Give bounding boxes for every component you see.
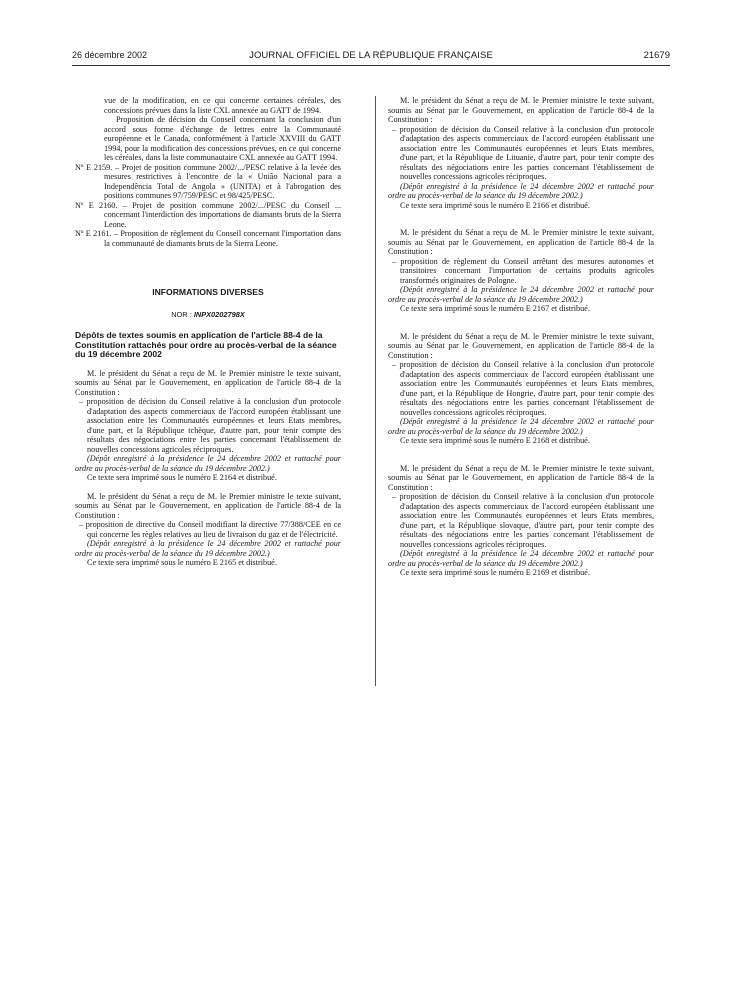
deposit-block (388, 332, 654, 446)
block-intro: M. le président du Sénat a reçu de M. le Premier ministre le texte suivant, soumis au Sénat par le Gouvernement, en application de l'article 88-4 de la Constitution : (75, 368, 341, 397)
left-column (75, 96, 341, 568)
right-column (388, 96, 654, 578)
header-page-number: 21679 (643, 50, 670, 61)
block-intro: M. le président du Sénat a reçu de M. le Premier ministre le texte suivant, soumis au Sénat par le Gouvernement, en application de l'article 88-4 de la Constitution : (75, 491, 341, 520)
header-date: 26 décembre 2002 (72, 50, 148, 60)
block-print: Ce texte sera imprimé sous le numéro E 2168 et distribué. (400, 436, 590, 445)
block-depot: (Dépôt enregistré à la présidence le 24 décembre 2002 et rattaché pour ordre au procès-verbal de la séance du 19 décembre 2002.) (75, 454, 341, 473)
block-intro: M. le président du Sénat a reçu de M. le Premier ministre le texte suivant, soumis au Sénat par le Gouvernement, en application de l'article 88-4 de la Constitution : (388, 463, 654, 492)
block-item: – proposition de règlement du Conseil arrêtant des mesures autonomes et transitoires concernant l'importation de certains produits agricoles transformés originaires de Pologne. (392, 256, 654, 285)
header-title: JOURNAL OFFICIEL DE LA RÉPUBLIQUE FRANÇAISE (249, 50, 493, 61)
block-item: – proposition de décision du Conseil relative à la conclusion d'un protocole d'adaptation des aspects commerciaux de l'accord européen établissant une association entre les Communautés européennes et leurs Etats membres, d'une part, et la République slovaque, d'autre part, pour tenir compte des résultats des négociations entre les parties concernant l'établissement de nouvelles concessions agricoles réciproques. (392, 492, 654, 549)
block-item: – proposition de décision du Conseil relative à la conclusion d'un protocole d'adaptation des aspects commerciaux de l'accord européen établissant une association entre les Communautés européennes et leurs Etats membres, d'une part, et la République tchèque, d'autre part, pour tenir compte des résultats des négociations entre les parties concernant l'établissement de nouvelles concessions agricoles réciproques. (79, 397, 341, 454)
block-item: – proposition de directive du Conseil modifiant la directive 77/388/CEE en ce qui concerne les règles relatives au lieu de livraison du gaz et de l'électricité. (79, 520, 341, 539)
section-heading: Dépôts de textes soumis en application de l'article 88-4 de la Constitution rattachés pour ordre au procès-verbal de la séance du 19 décembre 2002 (75, 330, 337, 360)
section-title: INFORMATIONS DIVERSES (152, 287, 264, 297)
block-item: – proposition de décision du Conseil relative à la conclusion d'un protocole d'adaptation des aspects commerciaux de l'accord européen établissant une association entre les Communautés européennes et leurs Etats membres, d'une part, et la République de Hongrie, d'autre part, pour tenir compte des résultats des négociations entre les parties concernant l'établissement de nouvelles concessions agricoles réciproques. (392, 360, 654, 417)
entry-e2161: Nº E 2161. – Proposition de règlement du Conseil concernant l'importation dans la communauté de diamants bruts de la Sierra Leone. (75, 229, 341, 248)
page-header (72, 50, 670, 64)
deposit-block (75, 492, 341, 568)
column-separator (375, 96, 376, 686)
block-depot: (Dépôt enregistré à la présidence le 24 décembre 2002 et rattaché pour ordre au procès-verbal de la séance du 19 décembre 2002.) (388, 285, 654, 304)
block-print: Ce texte sera imprimé sous le numéro E 2167 et distribué. (400, 304, 590, 313)
block-print: Ce texte sera imprimé sous le numéro E 2164 et distribué. (87, 473, 277, 483)
block-depot: (Dépôt enregistré à la présidence le 24 décembre 2002 et rattaché pour ordre au procès-verbal de la séance du 19 décembre 2002.) (75, 539, 341, 558)
deposit-block (388, 228, 654, 314)
block-print: Ce texte sera imprimé sous le numéro E 2169 et distribué. (400, 568, 590, 577)
deposit-block (388, 96, 654, 210)
nor-label: NOR : (171, 309, 192, 319)
block-depot: (Dépôt enregistré à la présidence le 24 décembre 2002 et rattaché pour ordre au procès-verbal de la séance du 19 décembre 2002.) (388, 549, 654, 568)
continued-text: vue de la modification, en ce qui concerne certaines céréales, des concessions prévues dans la liste CXL annexée au GATT de 1994. (104, 96, 341, 115)
deposit-block (75, 369, 341, 483)
header-rule (72, 65, 670, 66)
block-item: – proposition de décision du Conseil relative à la conclusion d'un protocole d'adaptation des aspects commerciaux de l'accord européen établissant une association entre les Communautés européennes et leurs Etats membres, d'une part, et la République de Lituanie, d'autre part, pour tenir compte des résultats des négociations entre les parties concernant l'établissement de nouvelles concessions agricoles réciproques. (392, 124, 654, 181)
entry-e2159: Nº E 2159. – Projet de position commune 2002/.../PESC relative à la levée des mesures restrictives à l'encontre de la « União Nacional para a Independência Total de Angola » (UNITA) et à l'abrogation des positions communes 97/759/PESC et 98/425/PESC. (75, 162, 341, 200)
block-print: Ce texte sera imprimé sous le numéro E 2166 et distribué. (400, 200, 590, 210)
block-intro: M. le président du Sénat a reçu de M. le Premier ministre le texte suivant, soumis au Sénat par le Gouvernement, en application de l'article 88-4 de la Constitution : (388, 96, 654, 124)
block-depot: (Dépôt enregistré à la présidence le 24 décembre 2002 et rattaché pour ordre au procès-verbal de la séance du 19 décembre 2002.) (388, 417, 654, 436)
entry-e2160: Nº E 2160. – Projet de position commune 2002/.../PESC du Conseil ... concernant l'interdiction des importations de diamants bruts de la Sierra Leone. (75, 200, 341, 229)
deposit-block (388, 464, 654, 578)
block-intro: M. le président du Sénat a reçu de M. le Premier ministre le texte suivant, soumis au Sénat par le Gouvernement, en application de l'article 88-4 de la Constitution : (388, 228, 654, 256)
block-print: Ce texte sera imprimé sous le numéro E 2165 et distribué. (87, 558, 277, 568)
block-intro: M. le président du Sénat a reçu de M. le Premier ministre le texte suivant, soumis au Sénat par le Gouvernement, en application de l'article 88-4 de la Constitution : (388, 331, 654, 360)
nor-reference (75, 310, 341, 320)
proposal-paragraph: Proposition de décision du Conseil concernant la conclusion d'un accord sous forme d'échange de lettres entre la Communauté européenne et le Canada, conformément à l'article XXVIII du GATT 1994, pour la modification des concessions prévues, en ce qui concerne les céréales, dans la liste communautaire CXL annexée au GATT 1994. (104, 115, 341, 162)
nor-value: INPX0202798X (193, 309, 245, 319)
block-depot: (Dépôt enregistré à la présidence le 24 décembre 2002 et rattaché pour ordre au procès-verbal de la séance du 19 décembre 2002.) (388, 181, 654, 200)
